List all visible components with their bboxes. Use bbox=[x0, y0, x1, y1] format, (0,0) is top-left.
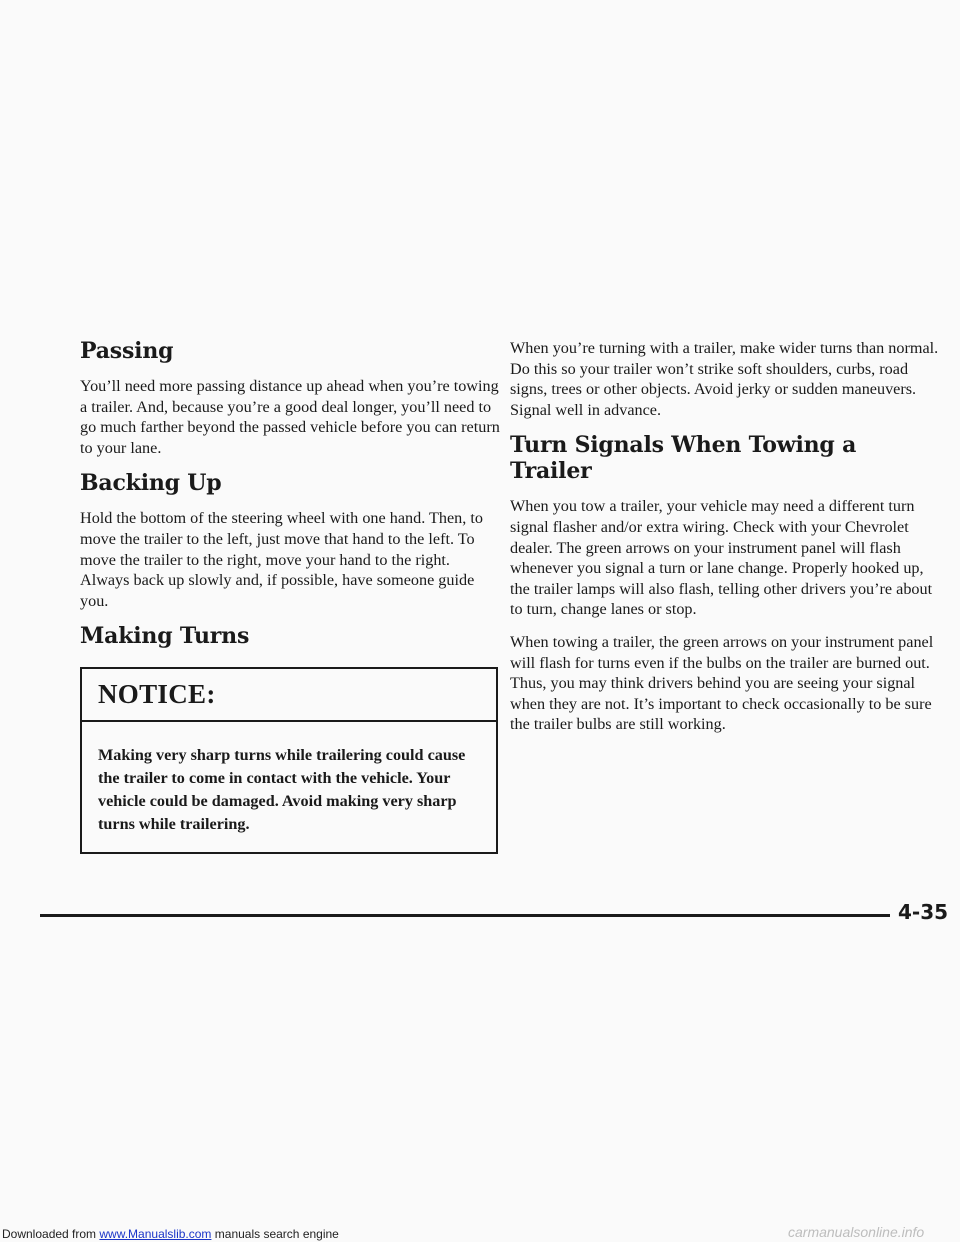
turn-signals-para-1: When you tow a trailer, your vehicle may need a different turn signal flasher and/or extra wiring. Check with your Chevrolet dealer. The green arrows on your instrument panel will flash whenever you signal a turn or lane change. Properly hooked up, the trailer lamps will also flash, telling other drivers you’re about to turn, change lanes or stop. bbox=[510, 497, 933, 619]
turn-signals-section bbox=[510, 432, 940, 735]
notice-box bbox=[80, 667, 498, 854]
turn-signals-para-2: When towing a trailer, the green arrows on your instrument panel will flash for turns even if the bulbs on the trailer are burned out. Thus, you may think drivers behind you are seeing your signal when they are not. It’s important to check occasionally to be sure the trailer bulbs are still working. bbox=[510, 632, 934, 734]
backing-up-section bbox=[80, 470, 500, 611]
source-suffix: manuals search engine bbox=[211, 1227, 339, 1241]
right-column bbox=[510, 338, 940, 747]
left-column bbox=[80, 338, 500, 854]
notice-title: NOTICE: bbox=[82, 669, 496, 722]
source-prefix: Downloaded from bbox=[2, 1227, 100, 1241]
turn-signals-heading: Turn Signals When Towing a Trailer bbox=[510, 432, 857, 485]
backing-up-body: Hold the bottom of the steering wheel with one hand. Then, to move the trailer to the left, just move that hand to the left. To move the trailer to the right, move your hand to the right. Always back up slowly and, if possible, have someone guide you. bbox=[80, 509, 483, 610]
making-turns-section bbox=[80, 623, 500, 854]
making-turns-heading: Making Turns bbox=[80, 623, 250, 650]
footer-rule bbox=[40, 914, 890, 917]
notice-body: Making very sharp turns while trailering could cause the trailer to come in contact with the vehicle. Your vehicle could be damaged. Avoid making very sharp turns while trailering. bbox=[98, 746, 466, 834]
backing-up-heading: Backing Up bbox=[80, 470, 222, 497]
source-attribution bbox=[2, 1227, 339, 1241]
turning-intro: When you’re turning with a trailer, make wider turns than normal. Do this so your trailer won’t strike soft shoulders, curbs, road signs, trees or other objects. Avoid jerky or sudden maneuvers. Signal well in advance. bbox=[510, 339, 939, 419]
watermark-brand: carmanualsonline.info bbox=[788, 1224, 925, 1240]
source-link[interactable]: www.Manualslib.com bbox=[99, 1227, 212, 1241]
passing-body: You’ll need more passing distance up ahead when you’re towing a trailer. And, because you’re a good deal longer, you’ll need to go much farther beyond the passed vehicle before you can return to your lane. bbox=[80, 377, 500, 457]
page-number: 4-35 bbox=[898, 900, 949, 924]
passing-heading: Passing bbox=[80, 338, 174, 364]
passing-section bbox=[80, 338, 500, 458]
